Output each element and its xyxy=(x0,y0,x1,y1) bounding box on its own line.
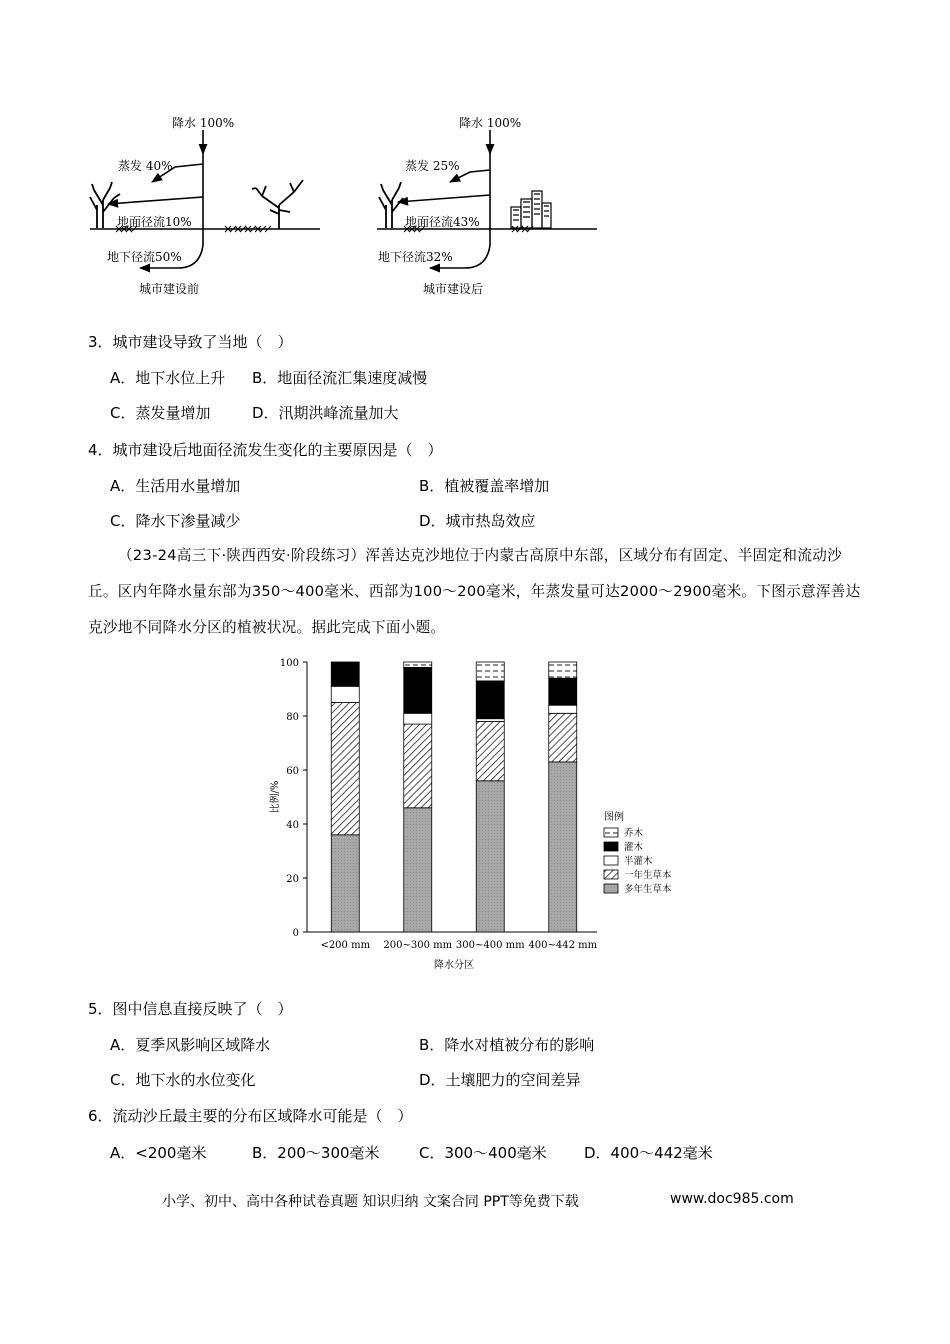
bar-segment xyxy=(549,705,577,713)
q5-stem: 5．图中信息直接反映了（ ） xyxy=(88,1000,293,1018)
bar-segment xyxy=(331,662,359,686)
tree-icon xyxy=(379,182,403,228)
after-surface-label: 地面径流43% xyxy=(405,215,480,229)
q4-option-d[interactable]: D．城市热岛效应 xyxy=(419,512,536,530)
q5-option-a[interactable]: A．夏季风影响区域降水 xyxy=(110,1036,271,1054)
y-tick-label: 80 xyxy=(286,712,299,723)
legend-swatch xyxy=(604,856,618,865)
bar-segment xyxy=(476,662,504,681)
legend-swatch xyxy=(604,842,618,851)
bar-segment xyxy=(404,667,432,713)
x-tick-label: 400~442 mm xyxy=(528,940,598,951)
bar-segment xyxy=(404,713,432,724)
legend-swatch xyxy=(604,870,618,879)
legend-swatch xyxy=(604,884,618,893)
legend-swatch xyxy=(604,828,618,837)
bar-segment xyxy=(331,686,359,702)
legend-title: 图例 xyxy=(604,812,624,823)
before-surface-label: 地面径流10% xyxy=(117,215,192,229)
bar-segment xyxy=(404,808,432,932)
legend-label: 一年生草本 xyxy=(624,870,672,881)
q6-option-d[interactable]: D．400～442毫米 xyxy=(584,1144,713,1162)
x-tick-label: 200~300 mm xyxy=(383,940,453,951)
x-axis-label: 降水分区 xyxy=(434,960,474,971)
q5-option-c[interactable]: C．地下水的水位变化 xyxy=(110,1071,256,1089)
q3-stem: 3．城市建设导致了当地（ ） xyxy=(88,333,293,351)
before-underground-label: 地下径流50% xyxy=(107,250,182,264)
q6-option-a[interactable]: A．<200毫米 xyxy=(110,1144,207,1162)
passage: （23-24高三下·陕西西安·阶段练习）浑善达克沙地位于内蒙古高原中东部，区域分布有固定、半固定和流动沙丘。区内年降水量东部为350～400毫米、西部为100～200毫米，年蒸发量可达2000～2900毫米。下图示意浑善达克沙地不同降水分区的植被状况。据此完成下面小题。 xyxy=(88,547,861,636)
y-axis-label: 比例/% xyxy=(270,780,281,814)
before-caption: 城市建设前 xyxy=(139,282,200,296)
q6-option-c[interactable]: C．300～400毫米 xyxy=(419,1144,547,1162)
y-tick-label: 40 xyxy=(286,820,299,831)
footer-text: 小学、初中、高中各种试卷真题 知识归纳 文案合同 PPT等免费下载 xyxy=(162,1194,579,1210)
bar-segment xyxy=(549,713,577,762)
q5-option-b[interactable]: B．降水对植被分布的影响 xyxy=(419,1036,595,1054)
x-tick-label: 300~400 mm xyxy=(455,940,525,951)
after-evap-label: 蒸发 25% xyxy=(405,159,460,173)
bar-segment xyxy=(476,681,504,719)
before-precip-label: 降水 100% xyxy=(172,116,235,130)
q4-stem: 4．城市建设后地面径流发生变化的主要原因是（ ） xyxy=(88,441,443,459)
bar-segment xyxy=(549,762,577,932)
bar-segment xyxy=(331,703,359,835)
vegetation-chart xyxy=(260,650,700,980)
q3-option-c[interactable]: C．蒸发量增加 xyxy=(110,404,211,422)
q4-option-c[interactable]: C．降水下渗量减少 xyxy=(110,512,241,530)
bar-segment xyxy=(476,781,504,932)
legend-label: 半灌木 xyxy=(624,856,653,867)
legend-label: 灌木 xyxy=(624,842,644,853)
legend-label: 多年生草本 xyxy=(624,884,672,895)
q3-option-d[interactable]: D．汛期洪峰流量加大 xyxy=(252,404,399,422)
q4-option-a[interactable]: A．生活用水量增加 xyxy=(110,477,241,495)
bar-segment xyxy=(549,678,577,705)
footer-url[interactable]: www.doc985.com xyxy=(670,1191,794,1207)
bar-segment xyxy=(404,662,432,667)
q6-stem: 6．流动沙丘最主要的分布区域降水可能是（ ） xyxy=(88,1107,413,1125)
before-evap-label: 蒸发 40% xyxy=(118,159,173,173)
q6-option-b[interactable]: B．200～300毫米 xyxy=(252,1144,380,1162)
after-caption: 城市建设后 xyxy=(423,282,484,296)
bar-segment xyxy=(476,719,504,722)
q5-option-d[interactable]: D．土壤肥力的空间差异 xyxy=(419,1071,581,1089)
legend-label: 乔木 xyxy=(624,828,644,839)
buildings-icon xyxy=(511,191,551,228)
bar-segment xyxy=(331,835,359,932)
bar-segment xyxy=(549,662,577,678)
q3-option-a[interactable]: A．地下水位上升 xyxy=(110,369,226,387)
y-tick-label: 0 xyxy=(292,928,299,939)
y-tick-label: 60 xyxy=(286,766,299,777)
bar-segment xyxy=(476,721,504,780)
y-tick-label: 20 xyxy=(286,874,299,885)
after-precip-label: 降水 100% xyxy=(459,116,522,130)
y-tick-label: 100 xyxy=(279,658,299,669)
q4-option-b[interactable]: B．植被覆盖率增加 xyxy=(419,477,550,495)
x-tick-label: <200 mm xyxy=(320,940,371,951)
bar-segment xyxy=(404,724,432,808)
after-underground-label: 地下径流32% xyxy=(378,250,453,264)
q3-option-b[interactable]: B．地面径流汇集速度减慢 xyxy=(252,369,428,387)
